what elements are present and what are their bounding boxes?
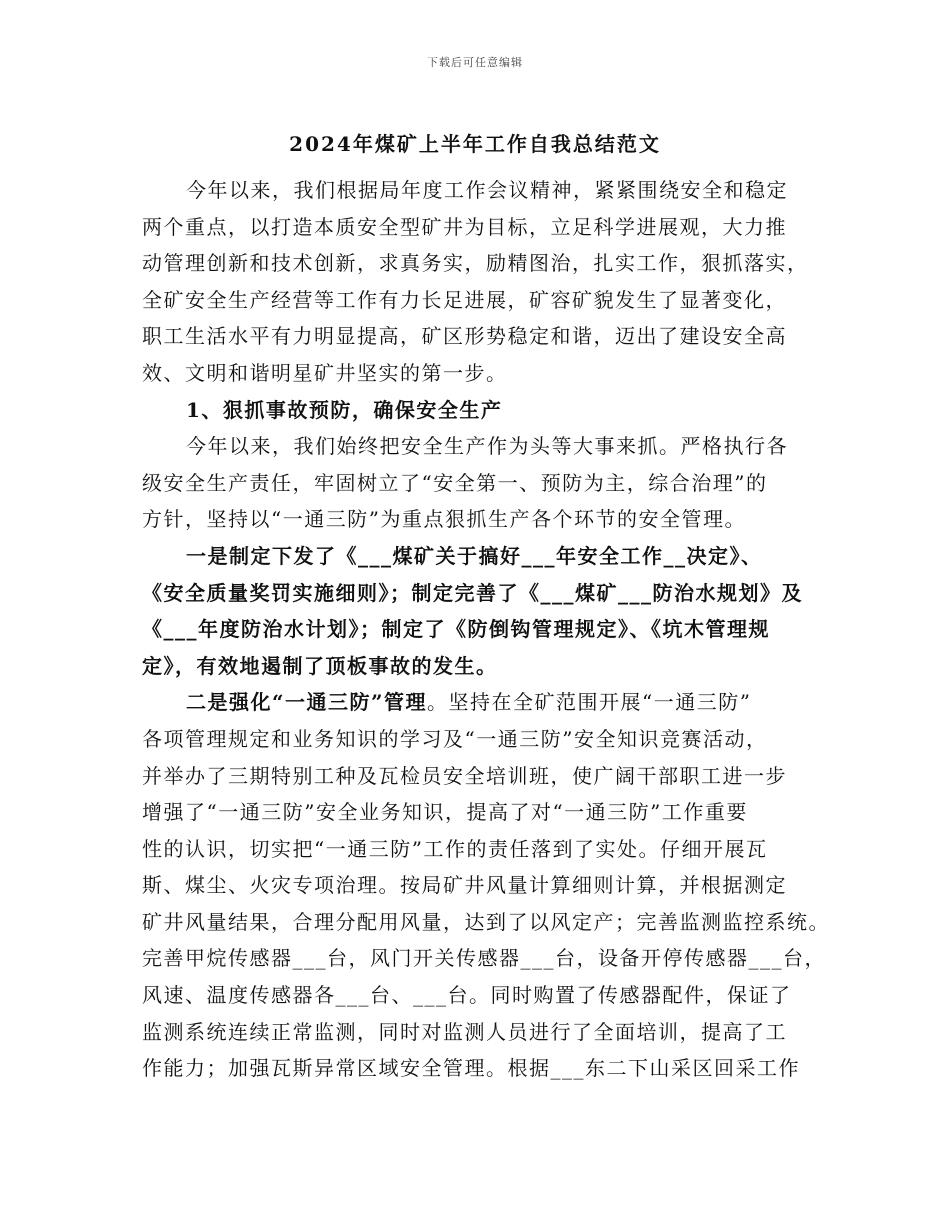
paragraph-line-bold: 《安全质量奖罚实施细则》；制定完善了《___煤矿___防治水规划》及 [142, 580, 803, 605]
paragraph-line: 性的认识，切实把“一通三防”工作的责任落到了实处。仔细开展瓦 [142, 836, 768, 861]
paragraph-line: 效、文明和谐明星矿井坚实的第一步。 [142, 360, 508, 385]
paragraph-line: 动管理创新和技术创新，求真务实，励精图治，扎实工作，狠抓落实， [142, 251, 809, 276]
paragraph-line: 完善甲烷传感器___台，风门开关传感器___台，设备开停传感器___台， [142, 946, 826, 971]
paragraph-line: 风速、温度传感器各___台、___台。同时购置了传感器配件，保证了 [142, 983, 792, 1008]
paragraph-line-bold: 《___年度防治水计划》；制定了《防倒钩管理规定》、《坑木管理规 [142, 617, 770, 642]
paragraph-line: 各项管理规定和业务知识的学习及“一通三防”安全知识竞赛活动， [142, 726, 768, 751]
paragraph-line: 并举办了三期特别工种及瓦检员安全培训班，使广阔干部职工进一步 [142, 763, 787, 788]
paragraph-line: 今年以来，我们根据局年度工作会议精神，紧紧围绕安全和稳定 [186, 178, 788, 202]
paragraph-line: 作能力；加强瓦斯异常区域安全管理。根据___东二下山采区回采工作 [142, 1056, 800, 1081]
paragraph-line-mixed [142, 684, 832, 721]
paragraph-line: 监测系统连续正常监测，同时对监测人员进行了全面培训，提高了工 [142, 1019, 787, 1044]
paragraph-line-bold: 一是制定下发了《___煤矿关于搞好___年安全工作__决定》、 [186, 543, 763, 568]
paragraph-line: 今年以来，我们始终把安全生产作为头等大事来抓。严格执行各 [186, 434, 788, 459]
paragraph-line: 矿井风量结果，合理分配用风量，达到了以风定产；完善监测监控系统。 [142, 909, 830, 934]
paragraph-line: 职工生活水平有力明显提高，矿区形势稳定和谐，迈出了建设安全高 [142, 324, 787, 349]
paragraph-line: 级安全生产责任，牢固树立了“安全第一、预防为主，综合治理”的 [142, 470, 768, 495]
document-title: 2024年煤矿上半年工作自我总结范文 [289, 132, 661, 156]
paragraph-line: 方针，坚持以“一通三防”为重点狠抓生产各个环节的安全管理。 [142, 507, 746, 532]
inline-text: 。坚持在全矿范围开展“一通三防” [427, 690, 752, 715]
paragraph-line: 全矿安全生产经营等工作有力长足进展，矿容矿貌发生了显著变化， [142, 287, 787, 312]
inline-bold-lead: 二是强化“一通三防”管理 [186, 690, 428, 715]
paragraph-line: 斯、煤尘、火灾专项治理。按局矿井风量计算细则计算，并根据测定 [142, 873, 787, 898]
paragraph-line: 两个重点，以打造本质安全型矿井为目标，立足科学进展观，大力推 [142, 214, 787, 239]
section-heading: 1、狠抓事故预防，确保安全生产 [186, 397, 503, 422]
paragraph-line-bold: 定》，有效地遏制了顶板事故的发生。 [142, 653, 498, 678]
header-note: 下载后可任意编辑 [427, 56, 523, 69]
document-body [142, 172, 832, 1087]
paragraph-line: 增强了“一通三防”安全业务知识，提高了对“一通三防”工作重要 [142, 800, 748, 825]
